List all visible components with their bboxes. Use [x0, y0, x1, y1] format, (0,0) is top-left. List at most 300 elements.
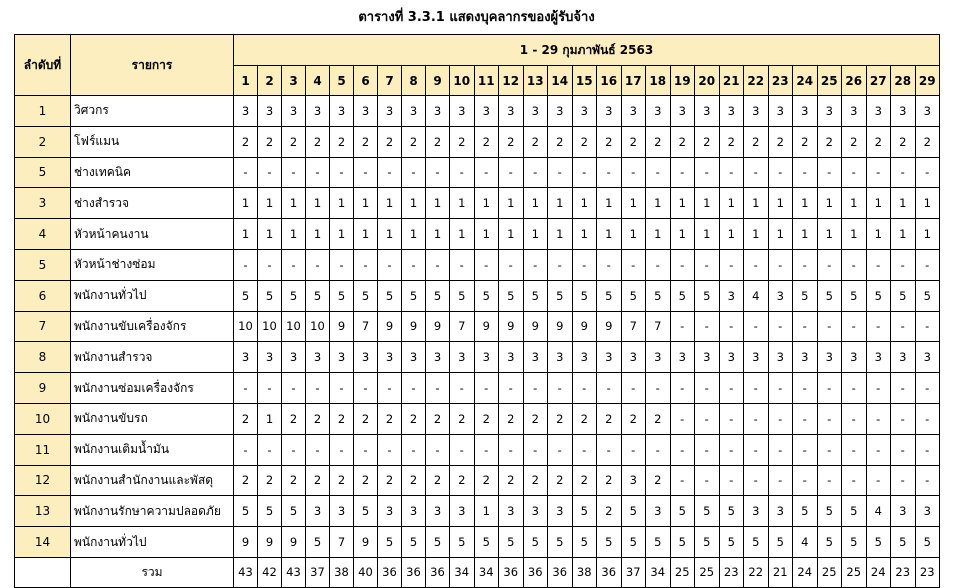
cell-value: 1 — [282, 188, 306, 219]
cell-value: - — [402, 157, 426, 188]
cell-value: - — [450, 249, 475, 280]
cell-value: 5 — [258, 496, 282, 527]
total-value: 34 — [474, 557, 499, 587]
cell-value: - — [548, 373, 573, 404]
total-row — [15, 557, 940, 587]
cell-value: - — [768, 311, 793, 342]
cell-value: - — [330, 249, 354, 280]
cell-value: 9 — [499, 311, 524, 342]
cell-value: 2 — [234, 126, 258, 157]
cell-value: 3 — [719, 342, 744, 373]
cell-value: 9 — [330, 311, 354, 342]
cell-value: 2 — [258, 465, 282, 496]
cell-value: - — [306, 249, 330, 280]
cell-value: 3 — [646, 496, 671, 527]
cell-value: 2 — [842, 126, 867, 157]
header-day: 3 — [282, 66, 306, 96]
cell-value: 4 — [744, 280, 769, 311]
cell-value: 2 — [474, 126, 499, 157]
cell-value: 3 — [915, 96, 940, 127]
cell-value: 5 — [891, 527, 916, 558]
cell-value: 5 — [523, 527, 548, 558]
cell-value: 3 — [597, 342, 622, 373]
total-value: 36 — [499, 557, 524, 587]
cell-value: 3 — [258, 96, 282, 127]
cell-value: 3 — [670, 96, 695, 127]
header-day: 29 — [915, 66, 940, 96]
cell-value: - — [695, 311, 720, 342]
table-row — [15, 188, 940, 219]
cell-value: 2 — [793, 126, 818, 157]
row-seq: 5 — [15, 249, 71, 280]
cell-value: 5 — [572, 527, 597, 558]
cell-value: - — [258, 373, 282, 404]
total-value: 43 — [282, 557, 306, 587]
cell-value: - — [523, 249, 548, 280]
cell-value: 9 — [597, 311, 622, 342]
cell-value: 2 — [234, 465, 258, 496]
cell-value: - — [426, 434, 450, 465]
cell-value: 3 — [866, 342, 891, 373]
table-row — [15, 465, 940, 496]
cell-value: 5 — [402, 280, 426, 311]
cell-value: 2 — [597, 465, 622, 496]
cell-value: 1 — [426, 188, 450, 219]
table-row — [15, 157, 940, 188]
cell-value: 5 — [330, 280, 354, 311]
cell-value: - — [330, 373, 354, 404]
cell-value: 3 — [499, 496, 524, 527]
cell-value: - — [842, 403, 867, 434]
cell-value: 3 — [450, 342, 475, 373]
cell-value: 10 — [258, 311, 282, 342]
row-item-name: พนักงานทั่วไป — [71, 280, 234, 311]
cell-value: 2 — [499, 126, 524, 157]
cell-value: 1 — [866, 188, 891, 219]
total-value: 36 — [378, 557, 402, 587]
cell-value: 3 — [354, 96, 378, 127]
cell-value: 1 — [793, 219, 818, 250]
cell-value: - — [670, 434, 695, 465]
cell-value: 2 — [402, 403, 426, 434]
cell-value: 2 — [695, 126, 720, 157]
cell-value: 1 — [915, 188, 940, 219]
header-day: 15 — [572, 66, 597, 96]
cell-value: 5 — [572, 280, 597, 311]
row-seq: 2 — [15, 126, 71, 157]
cell-value: 2 — [866, 126, 891, 157]
cell-value: 1 — [426, 219, 450, 250]
cell-value: - — [282, 434, 306, 465]
cell-value: - — [572, 249, 597, 280]
table-row — [15, 96, 940, 127]
total-value: 23 — [719, 557, 744, 587]
cell-value: 2 — [378, 126, 402, 157]
cell-value: - — [768, 434, 793, 465]
cell-value: - — [793, 157, 818, 188]
cell-value: - — [402, 249, 426, 280]
cell-value: 5 — [793, 496, 818, 527]
cell-value: 1 — [597, 188, 622, 219]
total-value: 24 — [866, 557, 891, 587]
cell-value: 1 — [842, 188, 867, 219]
cell-value: - — [597, 157, 622, 188]
total-value: 36 — [523, 557, 548, 587]
cell-value: 5 — [670, 280, 695, 311]
cell-value: 3 — [306, 96, 330, 127]
cell-value: 2 — [548, 403, 573, 434]
cell-value: 3 — [646, 342, 671, 373]
cell-value: 5 — [817, 527, 842, 558]
row-item-name: หัวหน้าคนงาน — [71, 219, 234, 250]
cell-value: - — [817, 373, 842, 404]
table-row — [15, 434, 940, 465]
header-seq: ลำดับที่ — [15, 35, 71, 96]
header-day: 17 — [621, 66, 646, 96]
cell-value: - — [306, 157, 330, 188]
header-day: 27 — [866, 66, 891, 96]
cell-value: 3 — [426, 96, 450, 127]
cell-value: - — [378, 434, 402, 465]
cell-value: - — [378, 157, 402, 188]
cell-value: 2 — [597, 403, 622, 434]
cell-value: 5 — [793, 280, 818, 311]
header-day: 28 — [891, 66, 916, 96]
cell-value: 5 — [234, 496, 258, 527]
row-item-name: พนักงานสำรวจ — [71, 342, 234, 373]
cell-value: - — [548, 249, 573, 280]
cell-value: 1 — [646, 219, 671, 250]
cell-value: 3 — [282, 342, 306, 373]
header-day: 5 — [330, 66, 354, 96]
cell-value: - — [621, 157, 646, 188]
cell-value: 1 — [330, 219, 354, 250]
cell-value: 3 — [915, 342, 940, 373]
cell-value: - — [474, 434, 499, 465]
cell-value: 3 — [744, 342, 769, 373]
cell-value: - — [891, 249, 916, 280]
cell-value: - — [330, 434, 354, 465]
cell-value: 5 — [891, 280, 916, 311]
cell-value: 1 — [621, 219, 646, 250]
cell-value: 3 — [744, 96, 769, 127]
cell-value: - — [646, 157, 671, 188]
total-value: 34 — [450, 557, 475, 587]
cell-value: 2 — [548, 465, 573, 496]
total-value: 23 — [891, 557, 916, 587]
cell-value: 5 — [866, 527, 891, 558]
cell-value: 5 — [378, 527, 402, 558]
cell-value: 1 — [306, 219, 330, 250]
cell-value: 3 — [646, 96, 671, 127]
total-value: 43 — [234, 557, 258, 587]
cell-value: 1 — [306, 188, 330, 219]
cell-value: - — [450, 434, 475, 465]
row-item-name: วิศวกร — [71, 96, 234, 127]
cell-value: 9 — [548, 311, 573, 342]
row-item-name: โฟร์แมน — [71, 126, 234, 157]
header-day: 6 — [354, 66, 378, 96]
total-value: 34 — [646, 557, 671, 587]
cell-value: 7 — [646, 311, 671, 342]
cell-value: 3 — [330, 342, 354, 373]
total-value: 22 — [744, 557, 769, 587]
cell-value: 3 — [572, 342, 597, 373]
cell-value: - — [695, 465, 720, 496]
cell-value: 9 — [426, 311, 450, 342]
cell-value: 5 — [450, 280, 475, 311]
cell-value: - — [817, 465, 842, 496]
total-value: 24 — [793, 557, 818, 587]
cell-value: 3 — [842, 342, 867, 373]
cell-value: - — [891, 434, 916, 465]
cell-value: 9 — [282, 527, 306, 558]
table-row — [15, 219, 940, 250]
cell-value: 5 — [695, 280, 720, 311]
cell-value: 5 — [719, 527, 744, 558]
cell-value: 1 — [499, 188, 524, 219]
cell-value: 2 — [499, 403, 524, 434]
cell-value: 1 — [817, 188, 842, 219]
cell-value: 3 — [621, 342, 646, 373]
cell-value: - — [719, 373, 744, 404]
cell-value: 9 — [572, 311, 597, 342]
cell-value: 3 — [768, 342, 793, 373]
cell-value: - — [234, 434, 258, 465]
cell-value: - — [234, 249, 258, 280]
row-item-name: ช่างสำรวจ — [71, 188, 234, 219]
cell-value: - — [744, 373, 769, 404]
cell-value: 3 — [523, 96, 548, 127]
cell-value: - — [330, 157, 354, 188]
cell-value: 1 — [523, 219, 548, 250]
cell-value: 3 — [282, 96, 306, 127]
cell-value: 2 — [450, 126, 475, 157]
total-value: 25 — [842, 557, 867, 587]
header-day: 14 — [548, 66, 573, 96]
cell-value: 5 — [695, 527, 720, 558]
cell-value: 1 — [793, 188, 818, 219]
cell-value: 1 — [768, 219, 793, 250]
cell-value: 3 — [548, 342, 573, 373]
cell-value: 3 — [670, 342, 695, 373]
cell-value: 3 — [450, 96, 475, 127]
cell-value: 2 — [354, 403, 378, 434]
row-item-name: พนักงานขับเครื่องจักร — [71, 311, 234, 342]
cell-value: 1 — [719, 219, 744, 250]
cell-value: 2 — [817, 126, 842, 157]
cell-value: 1 — [282, 219, 306, 250]
cell-value: 9 — [258, 527, 282, 558]
cell-value: 10 — [282, 311, 306, 342]
cell-value: - — [572, 157, 597, 188]
cell-value: 2 — [282, 126, 306, 157]
cell-value: 5 — [621, 496, 646, 527]
header-day: 12 — [499, 66, 524, 96]
cell-value: 1 — [548, 219, 573, 250]
cell-value: 3 — [474, 96, 499, 127]
row-seq: 1 — [15, 96, 71, 127]
cell-value: - — [768, 249, 793, 280]
cell-value: - — [744, 249, 769, 280]
cell-value: 2 — [258, 126, 282, 157]
cell-value: 5 — [354, 496, 378, 527]
cell-value: - — [695, 403, 720, 434]
total-value: 42 — [258, 557, 282, 587]
cell-value: 1 — [450, 188, 475, 219]
cell-value: - — [768, 157, 793, 188]
cell-value: 5 — [282, 280, 306, 311]
header-day: 13 — [523, 66, 548, 96]
header-day: 4 — [306, 66, 330, 96]
total-value: 38 — [572, 557, 597, 587]
cell-value: 2 — [646, 126, 671, 157]
cell-value: 3 — [426, 496, 450, 527]
cell-value: 2 — [378, 403, 402, 434]
cell-value: - — [719, 465, 744, 496]
cell-value: - — [842, 311, 867, 342]
cell-value: 2 — [572, 126, 597, 157]
cell-value: 1 — [402, 219, 426, 250]
cell-value: - — [474, 157, 499, 188]
cell-value: - — [621, 434, 646, 465]
cell-value: 1 — [354, 219, 378, 250]
cell-value: - — [719, 249, 744, 280]
cell-value: 3 — [450, 496, 475, 527]
cell-value: 1 — [891, 219, 916, 250]
cell-value: 2 — [523, 126, 548, 157]
cell-value: 5 — [621, 527, 646, 558]
cell-value: 5 — [258, 280, 282, 311]
cell-value: 1 — [450, 219, 475, 250]
cell-value: - — [866, 403, 891, 434]
cell-value: 1 — [354, 188, 378, 219]
header-day: 1 — [234, 66, 258, 96]
cell-value: 3 — [793, 342, 818, 373]
cell-value: - — [719, 157, 744, 188]
total-value: 36 — [402, 557, 426, 587]
cell-value: - — [670, 249, 695, 280]
cell-value: - — [793, 403, 818, 434]
cell-value: 5 — [450, 527, 475, 558]
cell-value: 1 — [378, 219, 402, 250]
total-value: 38 — [330, 557, 354, 587]
cell-value: - — [572, 373, 597, 404]
cell-value: - — [744, 434, 769, 465]
header-item: รายการ — [71, 35, 234, 96]
cell-value: 1 — [891, 188, 916, 219]
cell-value: 3 — [306, 342, 330, 373]
cell-value: - — [670, 465, 695, 496]
cell-value: - — [258, 434, 282, 465]
cell-value: - — [915, 373, 940, 404]
cell-value: 5 — [426, 280, 450, 311]
cell-value: - — [891, 311, 916, 342]
cell-value: 3 — [866, 96, 891, 127]
cell-value: 3 — [306, 496, 330, 527]
cell-value: 2 — [354, 465, 378, 496]
header-day: 16 — [597, 66, 622, 96]
table-row — [15, 403, 940, 434]
cell-value: 1 — [572, 188, 597, 219]
cell-value: 5 — [597, 280, 622, 311]
cell-value: 3 — [793, 96, 818, 127]
cell-value: 5 — [670, 496, 695, 527]
cell-value: 5 — [402, 527, 426, 558]
cell-value: 1 — [695, 188, 720, 219]
cell-value: 5 — [306, 527, 330, 558]
cell-value: - — [817, 249, 842, 280]
cell-value: - — [646, 373, 671, 404]
row-seq: 12 — [15, 465, 71, 496]
total-value: 25 — [817, 557, 842, 587]
cell-value: 5 — [523, 280, 548, 311]
cell-value: 3 — [523, 342, 548, 373]
table-row — [15, 126, 940, 157]
cell-value: 3 — [402, 96, 426, 127]
cell-value: 3 — [695, 342, 720, 373]
total-value: 36 — [597, 557, 622, 587]
total-seq-blank — [15, 557, 71, 587]
cell-value: 2 — [450, 403, 475, 434]
cell-value: 1 — [646, 188, 671, 219]
cell-value: 5 — [354, 280, 378, 311]
cell-value: - — [548, 434, 573, 465]
cell-value: 3 — [234, 96, 258, 127]
cell-value: - — [817, 434, 842, 465]
cell-value: - — [842, 157, 867, 188]
cell-value: - — [597, 373, 622, 404]
cell-value: - — [499, 157, 524, 188]
cell-value: 1 — [330, 188, 354, 219]
cell-value: 1 — [915, 219, 940, 250]
cell-value: 3 — [768, 280, 793, 311]
row-seq: 5 — [15, 157, 71, 188]
cell-value: 1 — [474, 219, 499, 250]
cell-value: - — [499, 373, 524, 404]
cell-value: - — [426, 249, 450, 280]
total-value: 36 — [548, 557, 573, 587]
cell-value: 2 — [354, 126, 378, 157]
cell-value: 3 — [695, 96, 720, 127]
cell-value: - — [744, 157, 769, 188]
cell-value: - — [719, 311, 744, 342]
cell-value: - — [842, 434, 867, 465]
cell-value: 5 — [744, 527, 769, 558]
cell-value: 3 — [768, 496, 793, 527]
cell-value: 1 — [474, 496, 499, 527]
cell-value: - — [866, 157, 891, 188]
header-day: 24 — [793, 66, 818, 96]
cell-value: 9 — [474, 311, 499, 342]
cell-value: 9 — [402, 311, 426, 342]
cell-value: 5 — [915, 280, 940, 311]
row-seq: 11 — [15, 434, 71, 465]
cell-value: - — [817, 403, 842, 434]
cell-value: - — [842, 373, 867, 404]
cell-value: 9 — [523, 311, 548, 342]
cell-value: - — [719, 434, 744, 465]
cell-value: 5 — [842, 280, 867, 311]
cell-value: 5 — [282, 496, 306, 527]
cell-value: 3 — [378, 496, 402, 527]
cell-value: 7 — [354, 311, 378, 342]
header-day: 22 — [744, 66, 769, 96]
cell-value: 1 — [621, 188, 646, 219]
cell-value: 1 — [523, 188, 548, 219]
row-seq: 14 — [15, 527, 71, 558]
cell-value: - — [234, 373, 258, 404]
